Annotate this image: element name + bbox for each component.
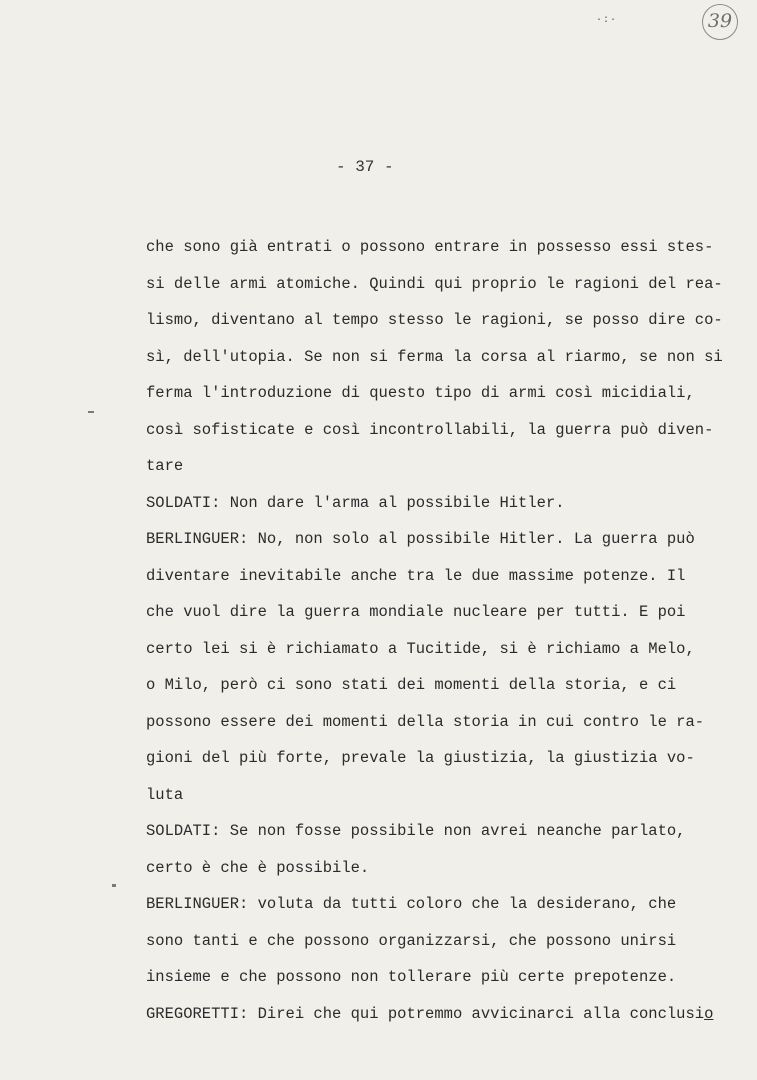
speaker-line: BERLINGUER: No, non solo al possibile Hitler. La guerra può <box>146 530 695 548</box>
speaker-line: BERLINGUER: voluta da tutti coloro che la desiderano, che <box>146 895 677 913</box>
text-line: gioni del più forte, prevale la giustizia, la giustizia vo- <box>146 749 695 767</box>
text-line: luta <box>146 785 184 804</box>
speaker-line: SOLDATI: Se non fosse possibile non avrei neanche parlato, <box>146 822 686 840</box>
underlined-letter: o <box>704 1004 714 1023</box>
text-line: che sono già entrati o possono entrare in possesso essi stes- <box>146 238 714 256</box>
text-line: si delle armi atomiche. Quindi qui proprio le ragioni del rea- <box>146 274 723 293</box>
text-line: insieme e che possono non tollerare più certe prepotenze. <box>146 968 677 986</box>
text-line: lismo, diventano al tempo stesso le ragioni, se posso dire co- <box>146 311 723 329</box>
transcript-body <box>146 229 736 1032</box>
ink-speck: ·:· <box>596 15 618 26</box>
text-line: certo è che è possibile. <box>146 858 370 877</box>
text-line: o Milo, però ci sono stati dei momenti della storia, e ci <box>146 676 677 694</box>
text-line: sono tanti e che possono organizzarsi, che possono unirsi <box>146 931 677 950</box>
text-line: diventare inevitabile anche tra le due massime potenze. Il <box>146 566 686 585</box>
text-line: certo lei si è richiamato a Tucitide, si è richiamo a Melo, <box>146 639 695 658</box>
margin-mark <box>88 411 94 413</box>
speaker-line: SOLDATI: Non dare l'arma al possibile Hitler. <box>146 493 565 512</box>
page-number: - 37 - <box>336 158 394 176</box>
text-line: possono essere dei momenti della storia in cui contro le ra- <box>146 712 705 731</box>
speaker-line <box>146 996 736 1033</box>
text-line: che vuol dire la guerra mondiale nucleare per tutti. E poi <box>146 603 686 621</box>
text-line: così sofisticate e così incontrollabili, la guerra può diven- <box>146 420 714 439</box>
text-line: ferma l'introduzione di questo tipo di armi così micidiali, <box>146 384 695 402</box>
text-line-main: GREGORETTI: Direi che qui potremmo avvicinarci alla conclusi <box>146 1004 705 1023</box>
text-line: sì, dell'utopia. Se non si ferma la corsa al riarmo, se non si <box>146 347 723 366</box>
archive-number-stamp: 39 <box>702 4 738 40</box>
margin-mark <box>112 884 116 887</box>
text-line: tare <box>146 457 184 475</box>
